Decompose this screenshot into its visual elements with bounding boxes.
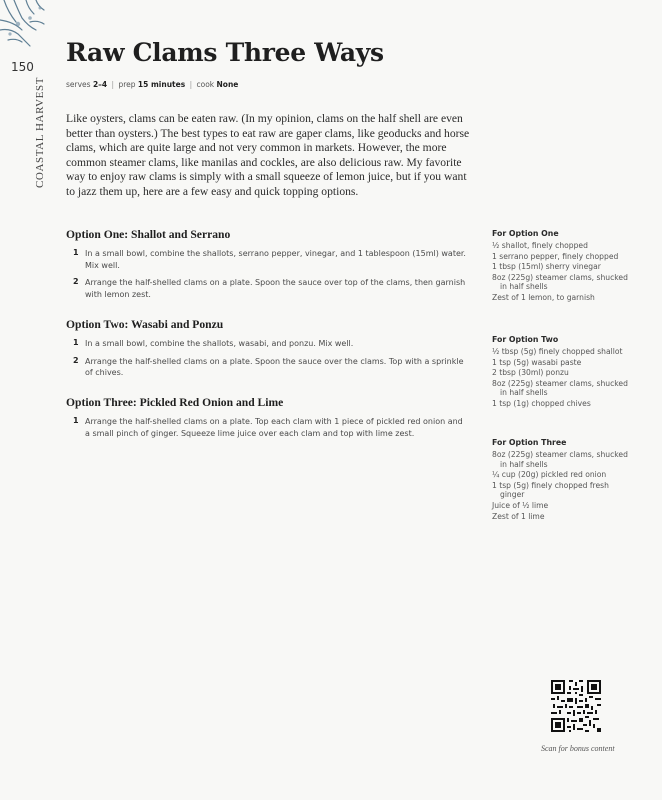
method-step <box>66 338 466 350</box>
ingredient-item: 8oz (225g) steamer clams, shucked in half shells <box>492 450 628 469</box>
ingredient-item: 8oz (225g) steamer clams, shucked in half shells <box>492 378 628 398</box>
step-number: 2 <box>73 277 79 286</box>
ingredients-option-three <box>492 438 632 522</box>
option-one <box>66 228 466 306</box>
ingredient-list <box>492 450 632 521</box>
option-heading: Option Two: Wasabi and Ponzu <box>66 318 224 331</box>
step-number: 1 <box>73 338 79 347</box>
method-step <box>66 416 466 439</box>
recipe-meta <box>66 80 238 89</box>
step-text: In a small bowl, combine the shallots, wasabi, and ponzu. Mix well. <box>85 339 354 348</box>
method-step <box>66 277 466 300</box>
ingredients-heading: For Option Three <box>492 438 567 447</box>
ingredient-item: 1 serrano pepper, finely chopped <box>492 251 619 261</box>
section-name: COASTAL HARVEST <box>34 76 46 188</box>
option-heading: Option One: Shallot and Serrano <box>66 228 231 241</box>
method-step <box>66 248 466 271</box>
prep-value: 15 minutes <box>137 80 186 89</box>
step-text: In a small bowl, combine the shallots, serrano pepper, vinegar, and 1 tablespoon (15ml) water. Mix well. <box>85 249 466 270</box>
ingredients-option-two <box>492 335 632 410</box>
ingredient-item: 1 tsp (5g) finely chopped fresh ginger <box>492 480 609 500</box>
step-number: 1 <box>73 416 79 425</box>
step-text: Arrange the half-shelled clams on a plate. Spoon the sauce over the clams. Top with a sprinkle of chives. <box>85 356 464 377</box>
ingredient-item: 1 tsp (1g) chopped chives <box>492 398 591 408</box>
serves-label: serves <box>66 80 91 89</box>
ingredient-item: 2 tbsp (30ml) ponzu <box>492 368 569 378</box>
recipe-title: Raw Clams Three Ways <box>66 38 384 67</box>
step-number: 2 <box>73 355 79 365</box>
ingredient-list <box>492 241 632 303</box>
meta-divider: | <box>111 80 115 89</box>
step-text: Arrange the half-shelled clams on a plate. Top each clam with 1 piece of pickled red onion and a small pinch of ginger. Squeeze lime juice over each clam and top with lime zest. <box>85 417 463 438</box>
cook-value: None <box>216 80 239 89</box>
meta-divider: | <box>189 80 193 89</box>
ingredient-item: Zest of 1 lime <box>492 511 545 521</box>
ingredients-option-one <box>492 229 632 304</box>
ingredient-item: ½ shallot, finely chopped <box>492 241 588 250</box>
ingredient-item: 1 tsp (5g) wasabi paste <box>492 357 582 367</box>
prep-label: prep <box>118 80 136 89</box>
ingredient-item: Juice of ½ lime <box>492 500 549 510</box>
cook-label: cook <box>196 80 215 89</box>
qr-code-icon[interactable] <box>551 680 601 732</box>
seaweed-illustration <box>0 0 60 50</box>
ingredients-heading: For Option Two <box>492 335 559 344</box>
option-two <box>66 318 466 385</box>
step-text: Arrange the half-shelled clams on a plate. Spoon the sauce over top of the clams, then garnish with lemon zest. <box>85 278 466 299</box>
recipe-intro: Like oysters, clams can be eaten raw. (In my opinion, clams on the half shell are even better than oysters.) The best types to eat raw are gaper clams, like geoducks and horse clams, which are quite large and not very common in markets. However, the more common steamer clams, like manilas and cockles, are also delicious raw. My favorite way to enjoy raw clams is simply with a small squeeze of lemon juice, but if you want to jazz them up, here are a few easy and quick topping options. <box>66 112 470 198</box>
ingredient-item: Zest of 1 lemon, to garnish <box>492 292 595 302</box>
option-heading: Option Three: Pickled Red Onion and Lime <box>66 396 284 409</box>
qr-caption: Scan for bonus content <box>541 744 615 753</box>
ingredients-heading: For Option One <box>492 229 559 238</box>
ingredient-item: 8oz (225g) steamer clams, shucked in half shells <box>492 272 628 292</box>
method-step <box>66 356 466 379</box>
ingredient-item: ¼ cup (20g) pickled red onion <box>492 470 607 480</box>
ingredient-item: ½ tbsp (5g) finely chopped shallot <box>492 347 623 356</box>
page-number: 150 <box>11 60 34 74</box>
ingredient-item: 1 tbsp (15ml) sherry vinegar <box>492 262 601 272</box>
step-number: 1 <box>73 248 79 257</box>
ingredient-list <box>492 347 632 409</box>
option-three <box>66 396 466 445</box>
serves-value: 2–4 <box>92 80 108 89</box>
